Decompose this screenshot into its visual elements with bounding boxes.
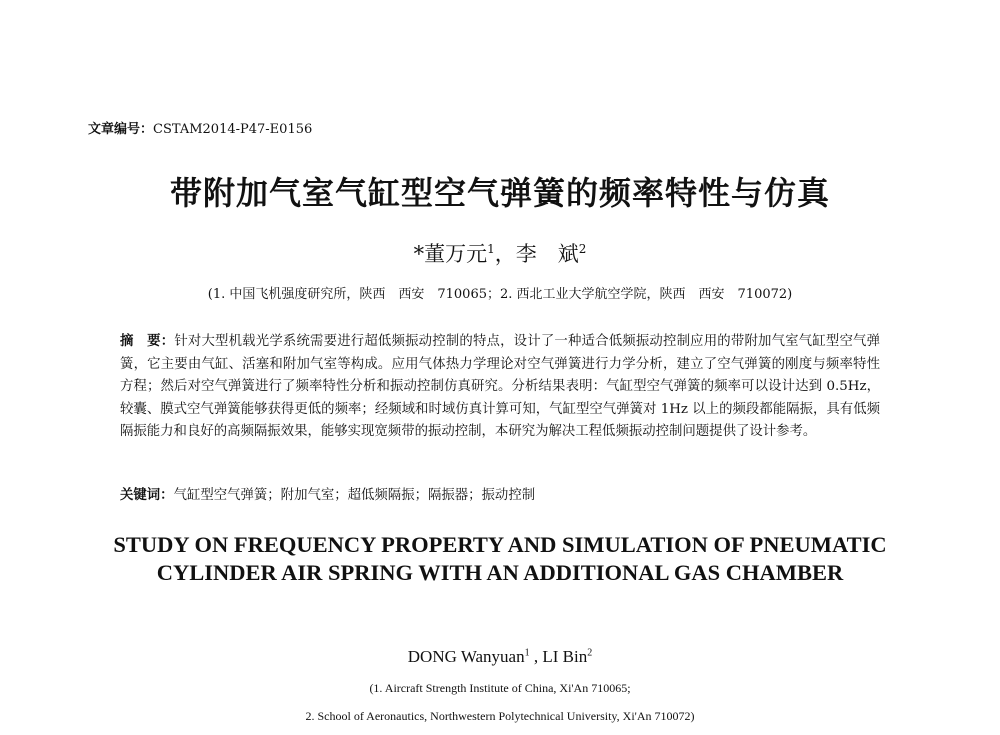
- abstract-label: 摘 要：: [120, 334, 175, 349]
- english-author-2-affil-mark: 2: [587, 647, 593, 659]
- english-authors: [0, 647, 1000, 667]
- chinese-abstract: [120, 331, 880, 444]
- english-author-separator: ,: [529, 647, 543, 666]
- chinese-author-1-affil-mark: 1: [487, 242, 495, 256]
- chinese-author-separator: ，: [494, 242, 516, 266]
- english-affiliation-line-2: 2. School of Aeronautics, Northwestern Polytechnical University, Xi'An 710072): [305, 709, 695, 723]
- abstract-text: 针对大型机载光学系统需要进行超低频振动控制的特点，设计了一种适合低频振动控制应用的带附加气室气缸型空气弹簧，它主要由气缸、活塞和附加气室等构成。应用气体热力学理论对空气弹簧进行力学分析，建立了空气弹簧的刚度与频率特性方程；然后对空气弹簧进行了频率特性分析和振动控制仿真研究。分析结果表明：气缸型空气弹簧的频率可以设计达到 0.5Hz，较囊、膜式空气弹簧能够获得更低的频率；经频域和时域仿真计算可知，气缸型空气弹簧对 1Hz 以上的频段都能隔振，具有低频隔振能力和良好的高频隔振效果，能够实现宽频带的振动控制，本研究为解决工程低频振动控制问题提供了设计参考。: [120, 334, 881, 439]
- article-number: [88, 118, 312, 137]
- keywords-text: 气缸型空气弹簧；附加气室；超低频隔振；隔振器；振动控制: [173, 488, 536, 503]
- chinese-affiliation: (1. 中国飞机强度研究所，陕西 西安 710065；2. 西北工业大学航空学院，陕西 西安 710072): [207, 287, 793, 302]
- english-title: STUDY ON FREQUENCY PROPERTY AND SIMULATION OF PNEUMATIC CYLINDER AIR SPRING WITH AN ADDITIONAL GAS CHAMBER: [113, 532, 887, 585]
- english-author-2: LI Bin: [542, 647, 588, 666]
- english-author-1-affil-mark: 1: [524, 647, 530, 659]
- chinese-author-1: *董万元: [413, 242, 488, 266]
- chinese-author-2: 李 斌: [515, 242, 579, 266]
- chinese-authors: [0, 238, 1000, 268]
- keywords-label: 关键词：: [120, 488, 174, 503]
- english-affiliation-line-1: (1. Aircraft Strength Institute of China, Xi'An 710065;: [369, 681, 631, 695]
- english-author-1: DONG Wanyuan: [407, 647, 525, 666]
- article-number-label: 文章编号：: [88, 122, 154, 137]
- chinese-author-2-affil-mark: 2: [578, 242, 587, 256]
- chinese-keywords: [120, 484, 880, 503]
- article-number-value: CSTAM2014-P47-E0156: [153, 122, 313, 137]
- chinese-title: 带附加气室气缸型空气弹簧的频率特性与仿真: [169, 174, 830, 212]
